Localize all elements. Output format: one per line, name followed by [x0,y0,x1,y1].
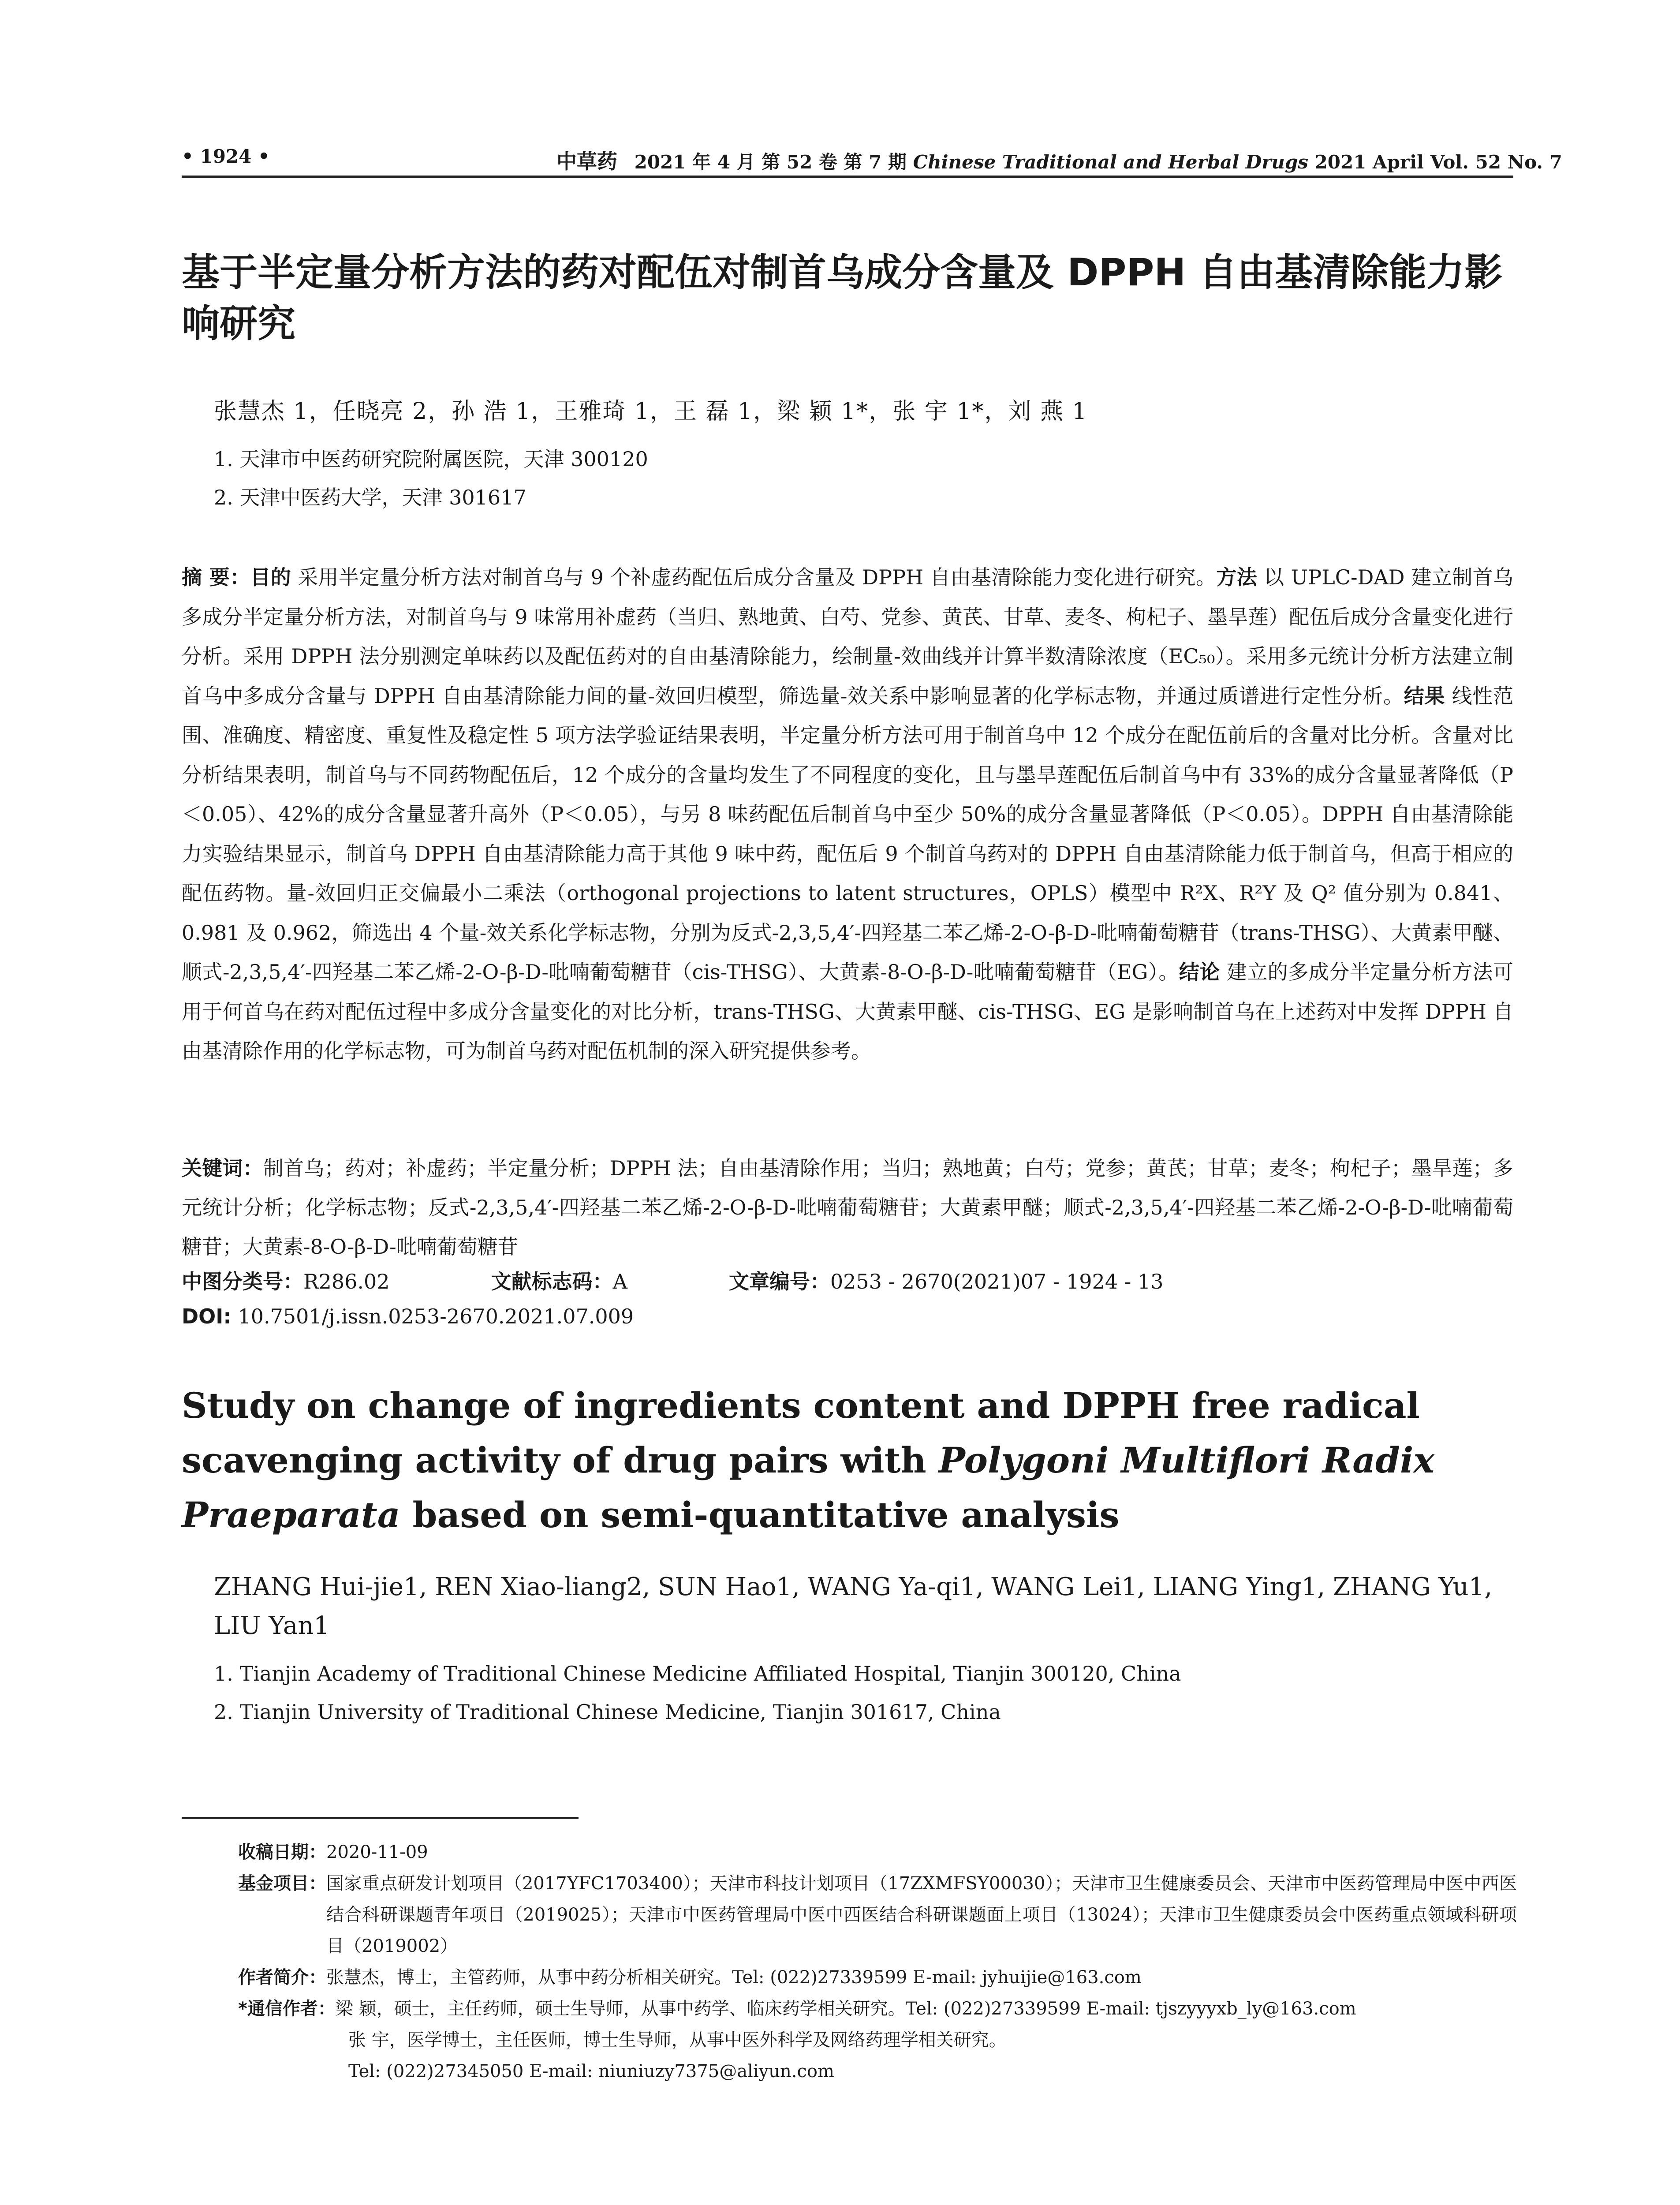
corresponding-text-2: 张 宇，医学博士，主任医师，博士生导师，从事中医外科学及网络药理学相关研究。 [348,2030,1007,2050]
doc-code-label: 文献标志码： [491,1270,613,1293]
corresponding-text-3: Tel: (022)27345050 E-mail: niuniuzy7375@aliyun.com [348,2061,834,2082]
english-title-part2: based on semi-quantitative analysis [412,1494,1120,1536]
article-no-value: 0253 - 2670(2021)07 - 1924 - 13 [830,1270,1164,1293]
results-label: 结果 [1404,684,1445,708]
clc-label: 中图分类号： [182,1270,303,1293]
classification-line [182,1266,1513,1295]
english-affiliation-1: 1. Tianjin Academy of Traditional Chinese Medicine Affiliated Hospital, Tianjin 300120, China [214,1662,1181,1686]
english-affiliation-2: 2. Tianjin University of Traditional Chinese Medicine, Tianjin 301617, China [214,1700,1001,1724]
funding-text: 国家重点研发计划项目（2017YFC1703400）；天津市科技计划项目（17ZXMFSY00030）；天津市卫生健康委员会、天津市中医药管理局中医中西医结合科研课题青年项目（2019025）；天津市中医药管理局中医中西医结合科研课题面上项目（13024）；天津市卫生健康委员会中医药重点领域科研项目（2019002） [326,1873,1517,1956]
doi-line [182,1304,634,1328]
conclusion-label: 结论 [1179,960,1220,984]
objective-text: 采用半定量分析方法对制首乌与 9 个补虚药配伍后成分含量及 DPPH 自由基清除能力变化进行研究。 [298,565,1217,589]
issue-en: 2021 April Vol. 52 No. 7 [1314,151,1562,173]
english-title-italic: Polygoni Multiflori Radix Praeparata [182,1439,1435,1536]
clc-value: R286.02 [303,1270,390,1293]
footnote-author [238,1962,1517,1993]
english-title [182,1378,1513,1542]
doi-value: 10.7501/j.issn.0253-2670.2021.07.009 [238,1304,634,1328]
methods-text: 以 UPLC-DAD 建立制首乌多成分半定量分析方法，对制首乌与 9 味常用补虚药（当归、熟地黄、白芍、党参、黄芪、甘草、麦冬、枸杞子、墨旱莲）配伍后成分含量变化进行分析。采用 DPPH 法分别测定单味药以及配伍药对的自由基清除能力，绘制量-效曲线并计算半数清除浓度（EC₅₀）。采用多元统计分析方法建立制首乌中多成分含量与 DPPH 自由基清除能力间的量-效回归模型，筛选量-效关系中影响显著的化学标志物，并通过质谱进行定性分析。 [182,565,1514,708]
chinese-affiliation-2: 2. 天津中医药大学，天津 301617 [214,486,526,509]
methods-label: 方法 [1216,565,1258,589]
english-authors: ZHANG Hui-jie1, REN Xiao-liang2, SUN Hao1, WANG Ya-qi1, WANG Lei1, LIANG Ying1, ZHANG Yu1, LIU Yan1 [214,1573,1493,1640]
keywords-label: 关键词： [182,1156,263,1180]
footnote-received [238,1837,1517,1868]
issue-cn: 2021 年 4 月 第 52 卷 第 7 期 [634,151,907,173]
funding-label: 基金项目： [238,1873,326,1894]
author-label: 作者简介： [238,1967,326,1988]
footnote-funding [238,1868,1517,1962]
doc-code-value: A [612,1270,627,1293]
article-no-label: 文章编号： [728,1270,830,1293]
results-text: 线性范围、准确度、精密度、重复性及稳定性 5 项方法学验证结果表明，半定量分析方法可用于制首乌中 12 个成分在配伍前后的含量对比分析。含量对比分析结果表明，制首乌与不同药物配伍后，12 个成分的含量均发生了不同程度的变化，且与墨旱莲配伍后制首乌中有 33%的成分含量显著降低（P＜0.05）、42%的成分含量显著升高外（P＜0.05），与另 8 味药配伍后制首乌中至少 50%的成分含量显著降低（P＜0.05）。DPPH 自由基清除能力实验结果显示，制首乌 DPPH 自由基清除能力高于其他 9 味中药，配伍后 9 个制首乌药对的 DPPH 自由基清除能力低于制首乌，但高于相应的配伍药物。量-效回归正交偏最小二乘法（orthogonal projections to latent structures，OPLS）模型中 R²X、R²Y 及 Q² 值分别为 0.841、0.981 及 0.962，筛选出 4 个量-效关系化学标志物，分别为反式-2,3,5,4′-四羟基二苯乙烯-2-O-β-D-吡喃葡萄糖苷（trans-THSG）、大黄素甲醚、顺式-2,3,5,4′-四羟基二苯乙烯-2-O-β-D-吡喃葡萄糖苷（cis-THSG）、大黄素-8-O-β-D-吡喃葡萄糖苷（EG）。 [182,684,1514,984]
corresponding-text-1: 梁 颖，硕士，主任药师，硕士生导师，从事中药学、临床药学相关研究。Tel: (022)27339599 E-mail: tjszyyyxb_ly@163.com [335,1999,1356,2019]
keywords-text: 制首乌；药对；补虚药；半定量分析；DPPH 法；自由基清除作用；当归；熟地黄；白芍；党参；黄芪；甘草；麦冬；枸杞子；墨旱莲；多元统计分析；化学标志物；反式-2,3,5,4′-四羟基二苯乙烯-2-O-β-D-吡喃葡萄糖苷；大黄素甲醚；顺式-2,3,5,4′-四羟基二苯乙烯-2-O-β-D-吡喃葡萄糖苷；大黄素-8-O-β-D-吡喃葡萄糖苷 [182,1156,1513,1259]
received-date: 2020-11-09 [326,1842,428,1862]
keywords [182,1149,1513,1267]
page-number: • 1924 • [182,146,270,167]
received-label: 收稿日期： [238,1842,326,1862]
corresponding-label: *通信作者： [238,1999,336,2019]
chinese-affiliation-1: 1. 天津市中医药研究院附属医院，天津 300120 [214,447,648,471]
footnote-corresponding [238,1993,1517,2025]
objective-label: 目的 [250,565,291,589]
chinese-authors: 张慧杰 1，任晓亮 2，孙 浩 1，王雅琦 1，王 磊 1，梁 颖 1*，张 宇 1*，刘 燕 1 [214,398,1088,425]
journal-name-cn: 中草药 [556,149,617,173]
journal-info [556,146,1562,175]
conclusion-text: 建立的多成分半定量分析方法可用于何首乌在药对配伍过程中多成分含量变化的对比分析，trans-THSG、大黄素甲醚、cis-THSG、EG 是影响制首乌在上述药对中发挥 DPPH 自由基清除作用的化学标志物，可为制首乌药对配伍机制的深入研究提供参考。 [182,960,1514,1063]
running-head [182,140,1562,178]
journal-name-en: Chinese Traditional and Herbal Drugs [913,151,1308,173]
chinese-title: 基于半定量分析方法的药对配伍对制首乌成分含量及 DPPH 自由基清除能力影响研究 [182,250,1503,346]
footnote-divider [182,1817,579,1819]
english-title-part1: Study on change of ingredients content and DPPH free radical scavenging activity of drug pairs with [182,1385,1420,1481]
footnotes [238,1837,1517,2087]
doi-label: DOI: [182,1304,231,1328]
abstract-label: 摘 要： [182,565,250,589]
abstract [182,558,1513,1071]
author-text: 张慧杰，博士，主管药师，从事中药分析相关研究。Tel: (022)27339599 E-mail: jyhuijie@163.com [326,1967,1142,1988]
